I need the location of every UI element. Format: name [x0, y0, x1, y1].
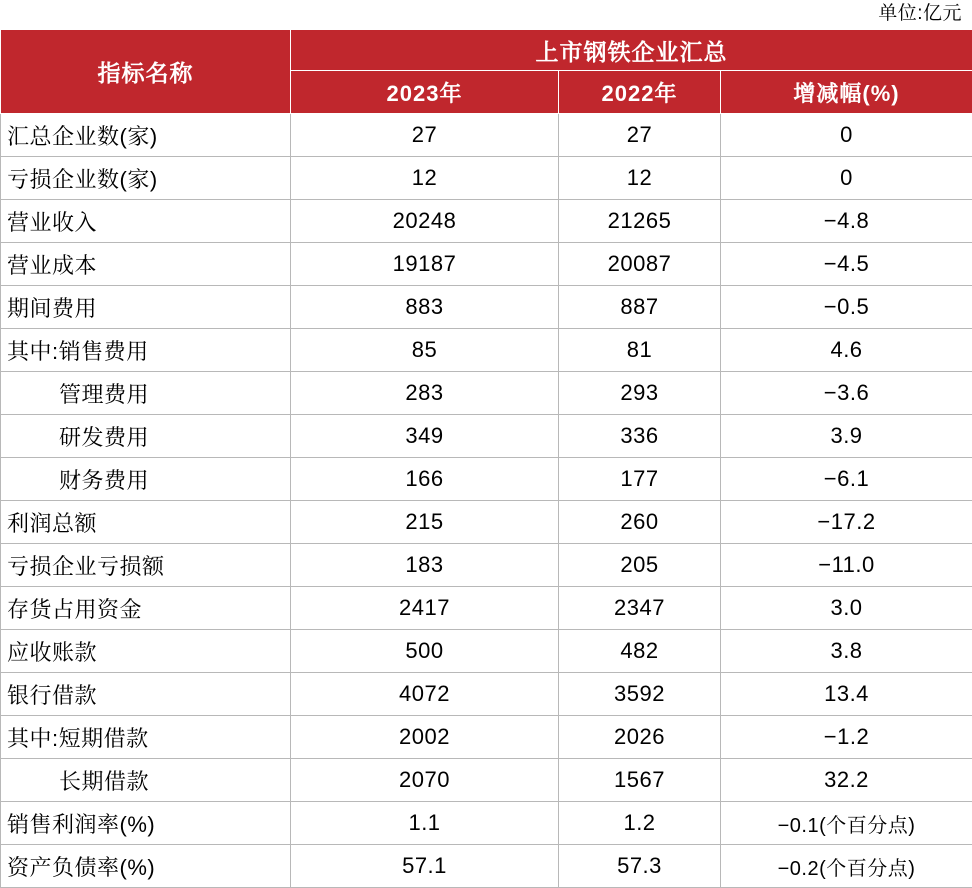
cell-2023: 27: [291, 114, 559, 157]
cell-2023: 57.1: [291, 845, 559, 888]
table-row: [1, 286, 972, 329]
cell-change: 3.0: [721, 587, 972, 630]
table-row: [1, 501, 972, 544]
table-row: [1, 802, 972, 845]
cell-2023: 12: [291, 157, 559, 200]
cell-2023: 500: [291, 630, 559, 673]
cell-2022: 2026: [559, 716, 721, 759]
cell-change: 0: [721, 114, 972, 157]
table-row: [1, 157, 972, 200]
cell-2023: 2070: [291, 759, 559, 802]
cell-change: −6.1: [721, 458, 972, 501]
row-label: 其中:销售费用: [1, 329, 291, 372]
table-body: [1, 114, 972, 888]
table-row: [1, 243, 972, 286]
cell-change: −3.6: [721, 372, 972, 415]
cell-2022: 57.3: [559, 845, 721, 888]
cell-2023: 166: [291, 458, 559, 501]
table-row: [1, 759, 972, 802]
cell-2023: 215: [291, 501, 559, 544]
cell-2023: 1.1: [291, 802, 559, 845]
table-row: [1, 200, 972, 243]
table-row: [1, 673, 972, 716]
header-col-change: 增减幅(%): [721, 71, 972, 114]
cell-change: 32.2: [721, 759, 972, 802]
header-indicator-name: 指标名称: [1, 30, 291, 114]
cell-change: 3.9: [721, 415, 972, 458]
cell-2022: 177: [559, 458, 721, 501]
cell-change: −11.0: [721, 544, 972, 587]
table-row: [1, 114, 972, 157]
steel-enterprise-summary-table: [0, 29, 972, 888]
table-row: [1, 372, 972, 415]
cell-2022: 20087: [559, 243, 721, 286]
row-label: 汇总企业数(家): [1, 114, 291, 157]
cell-2023: 2417: [291, 587, 559, 630]
cell-2023: 883: [291, 286, 559, 329]
row-label: 长期借款: [1, 759, 291, 802]
row-label: 亏损企业数(家): [1, 157, 291, 200]
row-label: 期间费用: [1, 286, 291, 329]
table-row: [1, 716, 972, 759]
cell-2023: 20248: [291, 200, 559, 243]
unit-note: 单位:亿元: [0, 0, 972, 29]
table-header: [1, 30, 972, 114]
row-label: 利润总额: [1, 501, 291, 544]
cell-change: −0.5: [721, 286, 972, 329]
row-label: 研发费用: [1, 415, 291, 458]
cell-change: −4.8: [721, 200, 972, 243]
row-label: 管理费用: [1, 372, 291, 415]
cell-change: 3.8: [721, 630, 972, 673]
header-group-title: 上市钢铁企业汇总: [291, 30, 972, 71]
row-label: 存货占用资金: [1, 587, 291, 630]
cell-2023: 19187: [291, 243, 559, 286]
cell-2022: 336: [559, 415, 721, 458]
row-label: 其中:短期借款: [1, 716, 291, 759]
cell-2022: 1567: [559, 759, 721, 802]
row-label: 资产负债率(%): [1, 845, 291, 888]
cell-2022: 260: [559, 501, 721, 544]
table-row: [1, 544, 972, 587]
cell-2023: 283: [291, 372, 559, 415]
row-label: 应收账款: [1, 630, 291, 673]
cell-2023: 4072: [291, 673, 559, 716]
cell-change: −0.2(个百分点): [721, 845, 972, 888]
cell-2022: 81: [559, 329, 721, 372]
row-label: 销售利润率(%): [1, 802, 291, 845]
cell-change: −17.2: [721, 501, 972, 544]
cell-2023: 183: [291, 544, 559, 587]
cell-change: −0.1(个百分点): [721, 802, 972, 845]
header-col-2022: 2022年: [559, 71, 721, 114]
header-row-top: [1, 30, 972, 71]
table-row: [1, 630, 972, 673]
row-label: 银行借款: [1, 673, 291, 716]
cell-change: 13.4: [721, 673, 972, 716]
table-row: [1, 587, 972, 630]
table-row: [1, 458, 972, 501]
table-row: [1, 329, 972, 372]
cell-change: −1.2: [721, 716, 972, 759]
row-label: 营业收入: [1, 200, 291, 243]
cell-2023: 349: [291, 415, 559, 458]
row-label: 亏损企业亏损额: [1, 544, 291, 587]
cell-2022: 293: [559, 372, 721, 415]
cell-2023: 2002: [291, 716, 559, 759]
cell-2022: 12: [559, 157, 721, 200]
cell-change: 4.6: [721, 329, 972, 372]
cell-2022: 1.2: [559, 802, 721, 845]
cell-change: 0: [721, 157, 972, 200]
cell-2022: 887: [559, 286, 721, 329]
row-label: 营业成本: [1, 243, 291, 286]
header-col-2023: 2023年: [291, 71, 559, 114]
cell-2022: 205: [559, 544, 721, 587]
cell-change: −4.5: [721, 243, 972, 286]
table-row: [1, 415, 972, 458]
cell-2022: 27: [559, 114, 721, 157]
cell-2022: 2347: [559, 587, 721, 630]
cell-2022: 482: [559, 630, 721, 673]
row-label: 财务费用: [1, 458, 291, 501]
cell-2023: 85: [291, 329, 559, 372]
table-row: [1, 845, 972, 888]
cell-2022: 21265: [559, 200, 721, 243]
cell-2022: 3592: [559, 673, 721, 716]
